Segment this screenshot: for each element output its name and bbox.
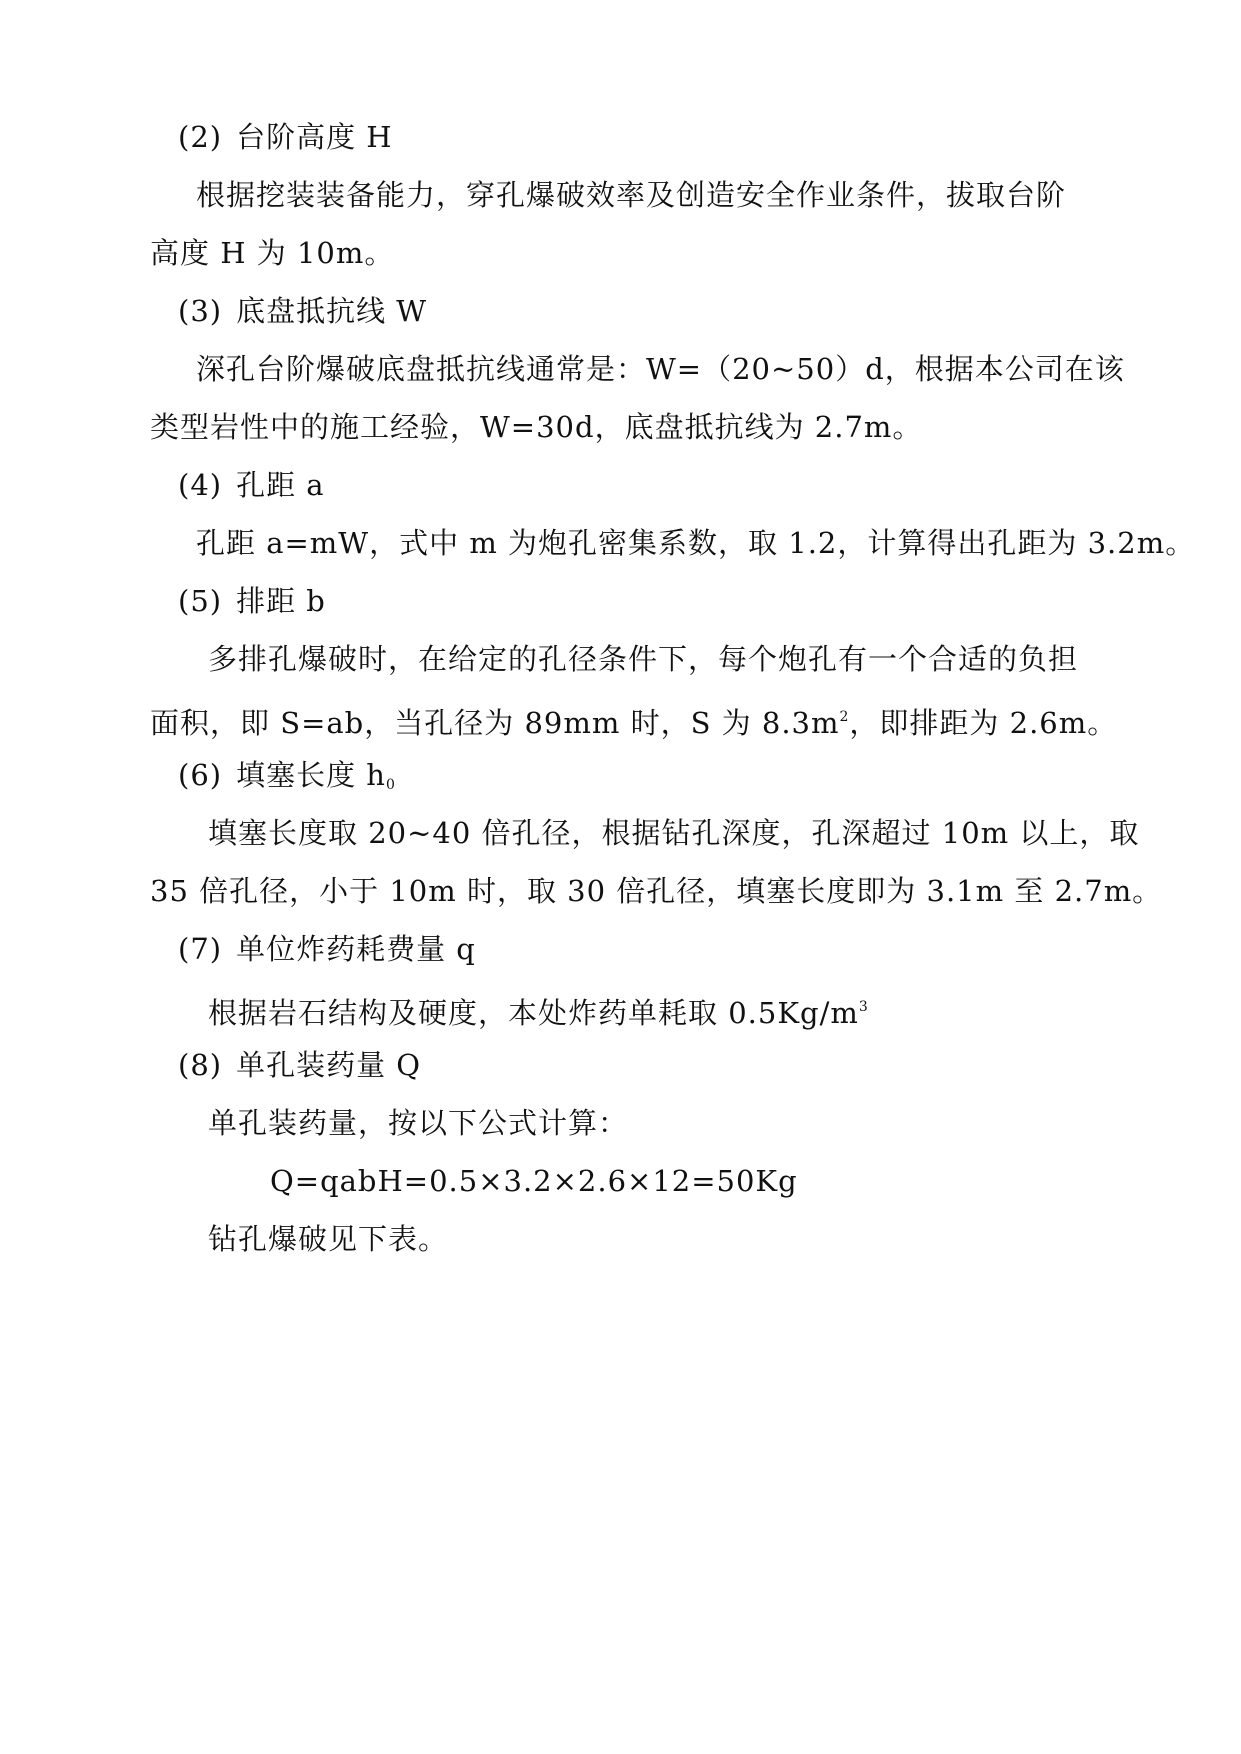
section-heading-4 [178, 465, 325, 505]
paragraph-line: 高度 H 为 10m。 [150, 236, 395, 270]
section-heading-5 [178, 581, 326, 621]
section-number: (8) [178, 1048, 223, 1082]
section-title: 单位炸药耗费量 q [236, 932, 476, 966]
text-run: 根据岩石结构及硬度，本处炸药单耗取 0.5Kg/m [208, 996, 859, 1030]
paragraph-line: 多排孔爆破时，在给定的孔径条件下，每个炮孔有一个合适的负担 [208, 642, 1079, 676]
text-run: 面积，即 S=ab，当孔径为 89mm 时，S 为 8.3m [150, 706, 840, 740]
superscript: 2 [839, 709, 850, 725]
paragraph-line: 钻孔爆破见下表。 [208, 1222, 449, 1256]
paragraph-line: 根据挖装装备能力，穿孔爆破效率及创造安全作业条件，拔取台阶 [196, 178, 1067, 212]
section-number: (5) [178, 584, 223, 618]
text-run: ，即排距为 2.6m。 [849, 706, 1118, 740]
section-number: (6) [178, 758, 223, 792]
paragraph-line: 孔距 a=mW，式中 m 为炮孔密集系数，取 1.2，计算得出孔距为 3.2m。 [196, 526, 1196, 560]
section-title: 台阶高度 H [236, 120, 393, 154]
formula: Q=qabH=0.5×3.2×2.6×12=50Kg [270, 1164, 798, 1198]
paragraph-line: 类型岩性中的施工经验，W=30d，底盘抵抗线为 2.7m。 [150, 410, 923, 444]
paragraph-line: 填塞长度取 20~40 倍孔径，根据钻孔深度，孔深超过 10m 以上，取 [208, 816, 1140, 850]
section-heading-2 [178, 117, 393, 157]
section-number: (4) [178, 468, 223, 502]
section-title: 填塞长度 h [236, 758, 386, 792]
section-number: (2) [178, 120, 223, 154]
paragraph-line: 35 倍孔径，小于 10m 时，取 30 倍孔径，填塞长度即为 3.1m 至 2.7m。 [150, 874, 1163, 908]
paragraph-line: 深孔台阶爆破底盘抵抗线通常是：W=（20~50）d，根据本公司在该 [196, 352, 1125, 386]
paragraph-line [208, 987, 869, 1033]
section-title: 单孔装药量 Q [236, 1048, 422, 1082]
subscript: 0 [386, 777, 396, 793]
section-heading-3 [178, 291, 427, 331]
section-title: 排距 b [236, 584, 326, 618]
paragraph-line [150, 697, 1117, 743]
section-title: 孔距 a [236, 468, 325, 502]
section-title: 底盘抵抗线 W [236, 294, 428, 328]
section-number: (3) [178, 294, 223, 328]
section-heading-7 [178, 929, 476, 969]
section-heading-8 [178, 1045, 421, 1085]
section-heading-6 [178, 755, 396, 805]
section-number: (7) [178, 932, 223, 966]
superscript: 3 [858, 999, 869, 1015]
paragraph-line: 单孔装药量，按以下公式计算： [208, 1106, 629, 1140]
